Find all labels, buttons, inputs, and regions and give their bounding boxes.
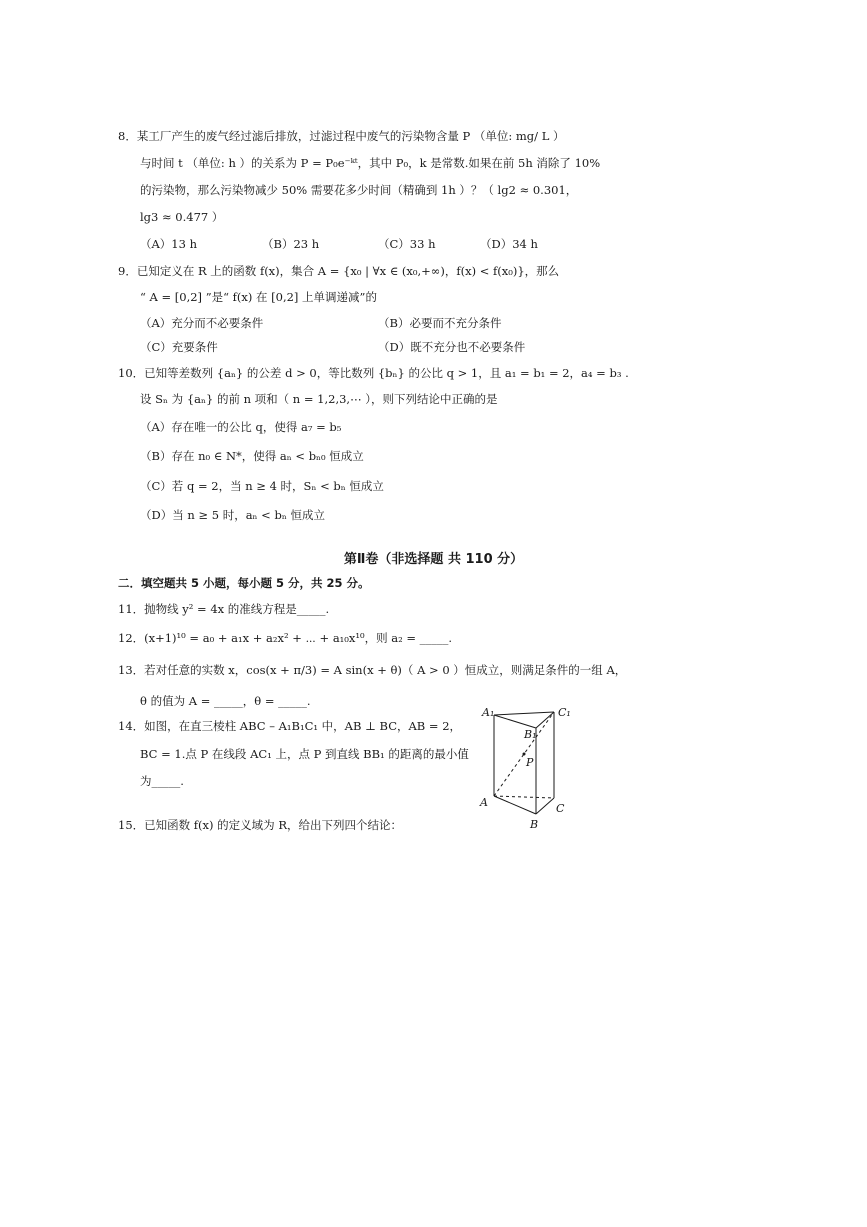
label-c: C <box>556 802 565 815</box>
q8-line2: 与时间 t （单位: h ）的关系为 P = P₀e⁻ᵏᵗ，其中 P₀，k 是常数.如果在前 5h 消除了 10% <box>140 156 601 170</box>
section-title: 第Ⅱ卷（非选择题 共 110 分） <box>343 552 524 567</box>
q9-option-c: （C）充要条件 <box>140 340 218 354</box>
q8-option-a: （A）13 h <box>140 237 197 251</box>
part2-heading: 二．填空题共 5 小题，每小题 5 分，共 25 分。 <box>118 576 370 590</box>
q9-option-a: （A）充分而不必要条件 <box>140 316 264 330</box>
q10-option-c: （C）若 q = 2，当 n ≥ 4 时，Sₙ < bₙ 恒成立 <box>140 479 384 493</box>
q14-line2: BC = 1.点 P 在线段 AC₁ 上，点 P 到直线 BB₁ 的距离的最小值 <box>140 747 469 761</box>
q8-line4: lg3 ≈ 0.477 ） <box>140 210 224 224</box>
q11: 11．抛物线 y² = 4x 的准线方程是_____. <box>118 602 330 616</box>
q13-line1: 13．若对任意的实数 x，cos(x + π/3) = A sin(x + θ)（ A > 0 ）恒成立，则满足条件的一组 A， <box>118 663 627 677</box>
label-b: B <box>530 818 539 830</box>
q10-line2: 设 Sₙ 为 {aₙ} 的前 n 项和（ n = 1,2,3,⋯ ），则下列结论中正确的是 <box>140 392 498 406</box>
q10-option-a: （A）存在唯一的公比 q，使得 a₇ = b₅ <box>140 420 342 434</box>
prism-figure <box>472 700 582 830</box>
q14-line1: 14．如图，在直三棱柱 ABC – A₁B₁C₁ 中，AB ⊥ BC，AB = 2， <box>118 719 462 733</box>
label-p: P <box>526 756 534 769</box>
q9-line1: 9．已知定义在 R 上的函数 f(x)，集合 A = {x₀ | ∀x ∈ (x₀,+∞)，f(x) < f(x₀)}，那么 <box>118 264 560 278</box>
q9-option-b: （B）必要而不充分条件 <box>378 316 502 330</box>
label-a1: A₁ <box>482 706 495 719</box>
q9-line2: “ A = [0,2] ”是“ f(x) 在 [0,2] 上单调递减”的 <box>140 290 377 304</box>
q10-line1: 10．已知等差数列 {aₙ} 的公差 d > 0，等比数列 {bₙ} 的公比 q > 1，且 a₁ = b₁ = 2，a₄ = b₃ . <box>118 366 629 380</box>
q9-option-d: （D）既不充分也不必要条件 <box>378 340 526 354</box>
q13-line2: θ 的值为 A = _____，θ = _____. <box>140 694 311 708</box>
q8-option-d: （D）34 h <box>480 237 538 251</box>
q14-line3: 为_____. <box>140 774 184 788</box>
q12: 12．(x+1)¹⁰ = a₀ + a₁x + a₂x² + ⋯ + a₁₀x¹⁰，则 a₂ = _____. <box>118 631 453 645</box>
q8-line1: 8．某工厂产生的废气经过滤后排放，过滤过程中废气的污染物含量 P （单位: mg/ L ） <box>118 129 565 143</box>
label-a: A <box>480 796 488 809</box>
q8-option-c: （C）33 h <box>378 237 436 251</box>
q15: 15．已知函数 f(x) 的定义域为 R，给出下列四个结论： <box>118 818 402 832</box>
q10-option-d: （D）当 n ≥ 5 时，aₙ < bₙ 恒成立 <box>140 508 325 522</box>
label-b1: B₁ <box>524 728 537 741</box>
label-c1: C₁ <box>558 706 571 719</box>
q10-option-b: （B）存在 n₀ ∈ N*，使得 aₙ < bₙ₀ 恒成立 <box>140 449 364 463</box>
q8-line3: 的污染物，那么污染物减少 50% 需要花多少时间（精确到 1h ）？（ lg2 ≈ 0.301， <box>140 183 578 197</box>
q8-option-b: （B）23 h <box>262 237 320 251</box>
